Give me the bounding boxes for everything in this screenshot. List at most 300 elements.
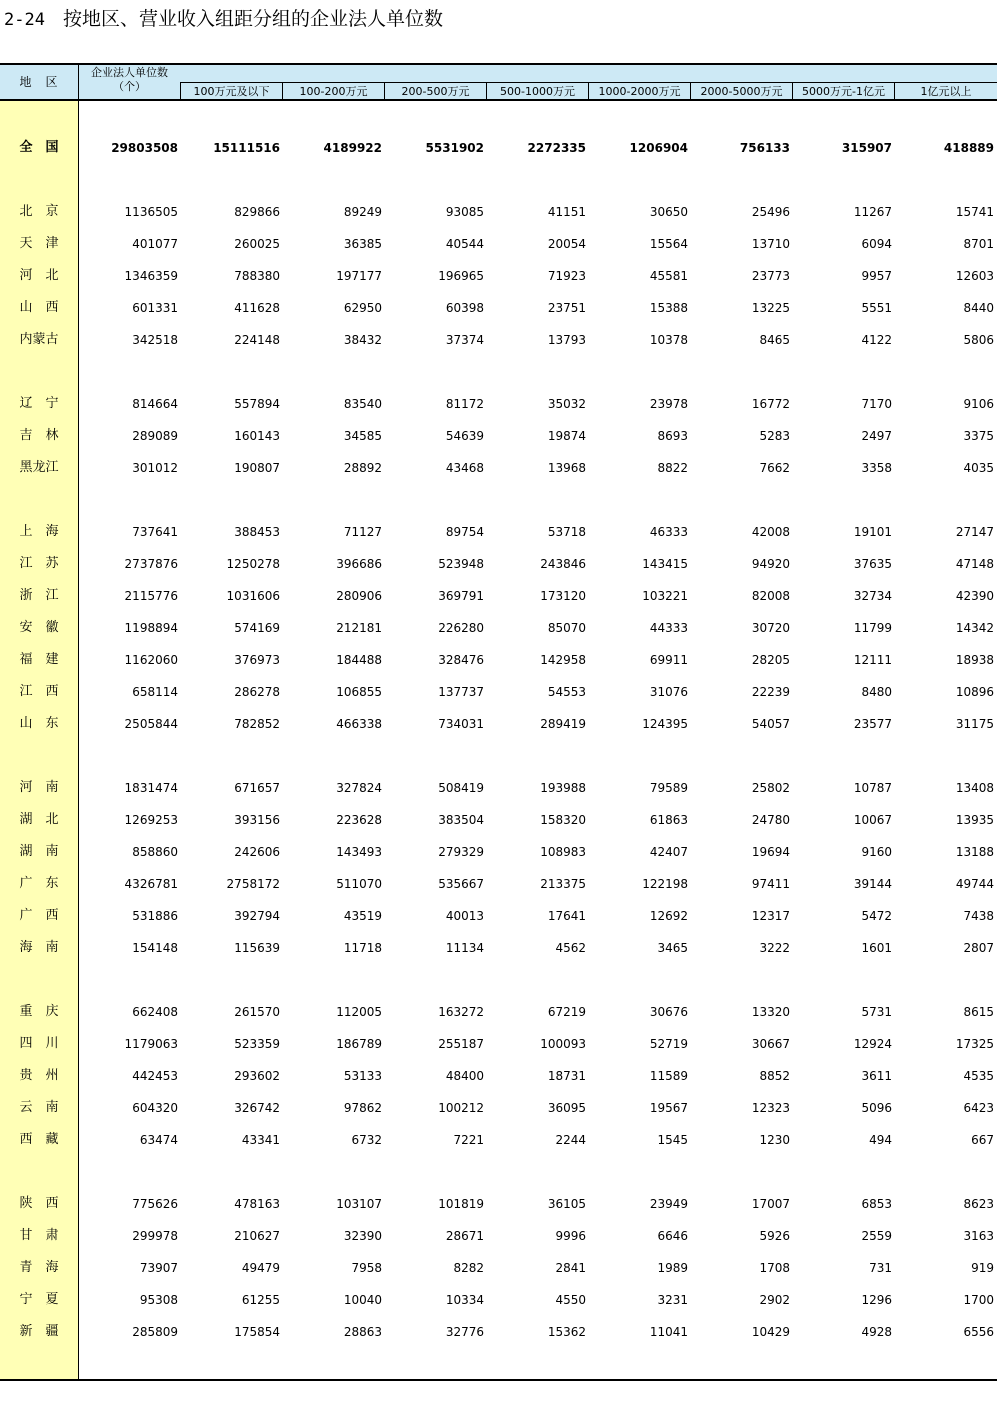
group-count-cell: 62950 <box>343 301 382 315</box>
total-count-cell: 1136505 <box>124 205 178 219</box>
header-region: 地 区 <box>19 75 59 89</box>
region-name: 辽 宁 <box>19 396 59 411</box>
group-count-cell: 1989 <box>657 1261 688 1275</box>
table-row <box>0 202 997 222</box>
group-count-cell: 18938 <box>955 653 994 667</box>
group-count-cell: 163272 <box>438 1005 484 1019</box>
group-count-cell: 8852 <box>759 1069 790 1083</box>
group-count-cell: 1296 <box>861 1293 892 1307</box>
region-name: 陕 西 <box>19 1196 59 1211</box>
total-count-cell: 401077 <box>132 237 178 251</box>
group-count-cell: 94920 <box>751 557 790 571</box>
region-name: 西 藏 <box>19 1132 59 1147</box>
total-count-cell: 658114 <box>132 685 178 699</box>
group-count-cell: 11718 <box>343 941 382 955</box>
table-title: 按地区、营业收入组距分组的企业法人单位数 <box>62 8 443 30</box>
region-name: 上 海 <box>19 524 59 539</box>
group-count-cell: 71127 <box>343 525 382 539</box>
region-name: 浙 江 <box>19 588 59 603</box>
group-count-cell: 261570 <box>234 1005 280 1019</box>
header-col-3: 200-500万元 <box>384 82 486 99</box>
region-name: 青 海 <box>19 1260 59 1275</box>
group-count-cell: 23978 <box>649 397 688 411</box>
group-count-cell: 41151 <box>547 205 586 219</box>
group-count-cell: 8615 <box>963 1005 994 1019</box>
group-count-cell: 535667 <box>438 877 484 891</box>
total-count-cell: 342518 <box>132 333 178 347</box>
group-count-cell: 122198 <box>642 877 688 891</box>
region-name: 河 北 <box>19 268 59 283</box>
group-count-cell: 31175 <box>955 717 994 731</box>
group-count-cell: 255187 <box>438 1037 484 1051</box>
group-count-cell: 19567 <box>649 1101 688 1115</box>
group-count-cell: 89754 <box>445 525 484 539</box>
group-count-cell: 12692 <box>649 909 688 923</box>
group-count-cell: 260025 <box>234 237 280 251</box>
group-count-cell: 17007 <box>751 1197 790 1211</box>
group-count-cell: 667 <box>971 1133 994 1147</box>
group-count-cell: 6732 <box>351 1133 382 1147</box>
group-count-cell: 46333 <box>649 525 688 539</box>
group-count-cell: 13968 <box>547 461 586 475</box>
group-count-cell: 23773 <box>751 269 790 283</box>
header-col-2: 100-200万元 <box>282 82 384 99</box>
region-name: 海 南 <box>19 940 59 955</box>
group-count-cell: 10787 <box>853 781 892 795</box>
group-count-cell: 43468 <box>445 461 484 475</box>
region-name: 江 西 <box>19 684 59 699</box>
group-count-cell: 19694 <box>751 845 790 859</box>
total-count-cell: 73907 <box>139 1261 178 1275</box>
group-count-cell: 52719 <box>649 1037 688 1051</box>
group-count-cell: 79589 <box>649 781 688 795</box>
group-count-cell: 10067 <box>853 813 892 827</box>
group-count-cell: 124395 <box>642 717 688 731</box>
group-count-cell: 25802 <box>751 781 790 795</box>
group-count-cell: 5731 <box>861 1005 892 1019</box>
group-count-cell: 10896 <box>955 685 994 699</box>
group-count-cell: 756133 <box>739 141 790 155</box>
region-name: 湖 北 <box>19 812 59 827</box>
group-count-cell: 15111516 <box>213 141 280 155</box>
table-row <box>0 1066 997 1086</box>
region-name: 湖 南 <box>19 844 59 859</box>
group-count-cell: 671657 <box>234 781 280 795</box>
table-row <box>0 1194 997 1214</box>
group-count-cell: 43341 <box>241 1133 280 1147</box>
total-count-cell: 604320 <box>132 1101 178 1115</box>
group-count-cell: 34585 <box>343 429 382 443</box>
group-count-cell: 89249 <box>343 205 382 219</box>
region-name: 新 疆 <box>19 1324 59 1339</box>
group-count-cell: 36095 <box>547 1101 586 1115</box>
total-count-cell: 601331 <box>132 301 178 315</box>
group-count-cell: 13408 <box>955 781 994 795</box>
page-title <box>4 6 443 32</box>
group-count-cell: 20054 <box>547 237 586 251</box>
group-count-cell: 242606 <box>234 845 280 859</box>
group-count-cell: 54553 <box>547 685 586 699</box>
table-header <box>0 63 997 101</box>
total-count-cell: 737641 <box>132 525 178 539</box>
group-count-cell: 10040 <box>343 1293 382 1307</box>
group-count-cell: 100093 <box>540 1037 586 1051</box>
group-count-cell: 3231 <box>657 1293 688 1307</box>
group-count-cell: 193988 <box>540 781 586 795</box>
group-count-cell: 67219 <box>547 1005 586 1019</box>
group-count-cell: 28892 <box>343 461 382 475</box>
group-count-cell: 1700 <box>963 1293 994 1307</box>
group-count-cell: 829866 <box>234 205 280 219</box>
group-count-cell: 289419 <box>540 717 586 731</box>
group-count-cell: 12603 <box>955 269 994 283</box>
table-row <box>0 842 997 862</box>
total-count-cell: 301012 <box>132 461 178 475</box>
group-count-cell: 13320 <box>751 1005 790 1019</box>
total-count-cell: 2737876 <box>124 557 178 571</box>
group-count-cell: 190807 <box>234 461 280 475</box>
table-row <box>0 586 997 606</box>
group-count-cell: 6094 <box>861 237 892 251</box>
group-count-cell: 19101 <box>853 525 892 539</box>
group-count-cell: 6646 <box>657 1229 688 1243</box>
group-count-cell: 49744 <box>955 877 994 891</box>
region-name: 甘 肃 <box>19 1228 59 1243</box>
table-row <box>0 1258 997 1278</box>
group-count-cell: 5283 <box>759 429 790 443</box>
table-row <box>0 458 997 478</box>
group-count-cell: 35032 <box>547 397 586 411</box>
group-count-cell: 30667 <box>751 1037 790 1051</box>
group-count-cell: 8440 <box>963 301 994 315</box>
group-count-cell: 45581 <box>649 269 688 283</box>
group-count-cell: 919 <box>971 1261 994 1275</box>
total-count-cell: 63474 <box>139 1133 178 1147</box>
region-name: 河 南 <box>19 780 59 795</box>
group-count-cell: 7221 <box>453 1133 484 1147</box>
group-count-cell: 31076 <box>649 685 688 699</box>
group-count-cell: 511070 <box>336 877 382 891</box>
group-count-cell: 1601 <box>861 941 892 955</box>
total-count-cell: 662408 <box>132 1005 178 1019</box>
group-count-cell: 2497 <box>861 429 892 443</box>
group-count-cell: 1545 <box>657 1133 688 1147</box>
header-col-7: 5000万元-1亿元 <box>792 82 894 99</box>
group-count-cell: 279329 <box>438 845 484 859</box>
total-count-cell: 442453 <box>132 1069 178 1083</box>
group-count-cell: 3375 <box>963 429 994 443</box>
table-row <box>0 1322 997 1342</box>
group-count-cell: 523948 <box>438 557 484 571</box>
group-count-cell: 39144 <box>853 877 892 891</box>
group-count-cell: 466338 <box>336 717 382 731</box>
group-count-cell: 574169 <box>234 621 280 635</box>
group-count-cell: 1206904 <box>629 141 688 155</box>
group-count-cell: 6853 <box>861 1197 892 1211</box>
region-name: 吉 林 <box>19 428 59 443</box>
group-count-cell: 22239 <box>751 685 790 699</box>
region-column-background <box>0 101 78 1380</box>
group-count-cell: 36105 <box>547 1197 586 1211</box>
group-count-cell: 7170 <box>861 397 892 411</box>
region-name: 广 西 <box>19 908 59 923</box>
group-count-cell: 4122 <box>861 333 892 347</box>
table-row <box>0 1002 997 1022</box>
group-count-cell: 173120 <box>540 589 586 603</box>
group-count-cell: 376973 <box>234 653 280 667</box>
group-count-cell: 388453 <box>234 525 280 539</box>
group-count-cell: 175854 <box>234 1325 280 1339</box>
group-count-cell: 4562 <box>555 941 586 955</box>
group-count-cell: 9160 <box>861 845 892 859</box>
region-name: 重 庆 <box>19 1004 59 1019</box>
total-count-cell: 775626 <box>132 1197 178 1211</box>
group-count-cell: 5531902 <box>425 141 484 155</box>
table-row <box>0 1034 997 1054</box>
group-count-cell: 213375 <box>540 877 586 891</box>
group-count-cell: 508419 <box>438 781 484 795</box>
group-count-cell: 8701 <box>963 237 994 251</box>
group-count-cell: 557894 <box>234 397 280 411</box>
group-count-cell: 97411 <box>751 877 790 891</box>
group-count-cell: 4535 <box>963 1069 994 1083</box>
table-bottom-rule <box>0 1379 997 1381</box>
group-count-cell: 25496 <box>751 205 790 219</box>
group-count-cell: 158320 <box>540 813 586 827</box>
group-count-cell: 101819 <box>438 1197 484 1211</box>
region-name: 宁 夏 <box>19 1292 59 1307</box>
table-row <box>0 426 997 446</box>
group-count-cell: 782852 <box>234 717 280 731</box>
group-count-cell: 36385 <box>343 237 382 251</box>
group-count-cell: 108983 <box>540 845 586 859</box>
group-count-cell: 2902 <box>759 1293 790 1307</box>
region-name: 广 东 <box>19 876 59 891</box>
group-count-cell: 523359 <box>234 1037 280 1051</box>
header-col-5: 1000-2000万元 <box>588 82 690 99</box>
region-name: 天 津 <box>19 236 59 251</box>
table-row <box>0 1226 997 1246</box>
group-count-cell: 82008 <box>751 589 790 603</box>
group-count-cell: 43519 <box>343 909 382 923</box>
total-count-cell: 95308 <box>139 1293 178 1307</box>
group-count-cell: 37374 <box>445 333 484 347</box>
group-count-cell: 196965 <box>438 269 484 283</box>
group-count-cell: 392794 <box>234 909 280 923</box>
group-count-cell: 7662 <box>759 461 790 475</box>
group-count-cell: 28863 <box>343 1325 382 1339</box>
total-count-cell: 2505844 <box>124 717 178 731</box>
group-count-cell: 53718 <box>547 525 586 539</box>
group-count-cell: 11267 <box>853 205 892 219</box>
group-count-cell: 12317 <box>751 909 790 923</box>
group-count-cell: 3465 <box>657 941 688 955</box>
table-row <box>0 682 997 702</box>
group-count-cell: 30650 <box>649 205 688 219</box>
group-count-cell: 60398 <box>445 301 484 315</box>
total-count-cell: 1162060 <box>124 653 178 667</box>
table-row <box>0 938 997 958</box>
total-count-cell: 285809 <box>132 1325 178 1339</box>
group-count-cell: 100212 <box>438 1101 484 1115</box>
group-count-cell: 23949 <box>649 1197 688 1211</box>
group-count-cell: 40013 <box>445 909 484 923</box>
group-count-cell: 1708 <box>759 1261 790 1275</box>
group-count-cell: 6423 <box>963 1101 994 1115</box>
group-count-cell: 18731 <box>547 1069 586 1083</box>
region-name: 安 徽 <box>19 620 59 635</box>
group-count-cell: 186789 <box>336 1037 382 1051</box>
group-count-cell: 4035 <box>963 461 994 475</box>
group-count-cell: 10378 <box>649 333 688 347</box>
group-count-cell: 226280 <box>438 621 484 635</box>
table-row <box>0 266 997 286</box>
group-count-cell: 5551 <box>861 301 892 315</box>
group-count-cell: 1230 <box>759 1133 790 1147</box>
total-count-cell: 814664 <box>132 397 178 411</box>
total-count-cell: 1269253 <box>124 813 178 827</box>
group-count-cell: 4928 <box>861 1325 892 1339</box>
group-count-cell: 142958 <box>540 653 586 667</box>
group-count-cell: 13793 <box>547 333 586 347</box>
table-row <box>0 234 997 254</box>
group-count-cell: 40544 <box>445 237 484 251</box>
region-name: 北 京 <box>19 204 59 219</box>
group-count-cell: 7958 <box>351 1261 382 1275</box>
group-count-cell: 15388 <box>649 301 688 315</box>
group-count-cell: 32776 <box>445 1325 484 1339</box>
table-row <box>0 810 997 830</box>
group-count-cell: 49479 <box>241 1261 280 1275</box>
table-row <box>0 330 997 350</box>
group-count-cell: 210627 <box>234 1229 280 1243</box>
group-count-cell: 2559 <box>861 1229 892 1243</box>
group-count-cell: 13710 <box>751 237 790 251</box>
group-count-cell: 93085 <box>445 205 484 219</box>
header-col-6: 2000-5000万元 <box>690 82 792 99</box>
group-count-cell: 8465 <box>759 333 790 347</box>
table-row <box>0 1290 997 1310</box>
group-count-cell: 223628 <box>336 813 382 827</box>
group-count-cell: 106855 <box>336 685 382 699</box>
group-count-cell: 369791 <box>438 589 484 603</box>
header-col-1: 100万元及以下 <box>180 82 282 99</box>
group-count-cell: 9996 <box>555 1229 586 1243</box>
group-count-cell: 32734 <box>853 589 892 603</box>
group-count-cell: 143415 <box>642 557 688 571</box>
group-count-cell: 8480 <box>861 685 892 699</box>
group-count-cell: 12924 <box>853 1037 892 1051</box>
group-count-cell: 2244 <box>555 1133 586 1147</box>
header-total <box>79 66 180 94</box>
group-count-cell: 11134 <box>445 941 484 955</box>
group-count-cell: 12111 <box>853 653 892 667</box>
group-count-cell: 280906 <box>336 589 382 603</box>
table-row <box>0 714 997 734</box>
group-count-cell: 54639 <box>445 429 484 443</box>
group-count-cell: 197177 <box>336 269 382 283</box>
group-count-cell: 11589 <box>649 1069 688 1083</box>
group-count-cell: 9957 <box>861 269 892 283</box>
group-count-cell: 10429 <box>751 1325 790 1339</box>
table-row <box>0 522 997 542</box>
table-row <box>0 618 997 638</box>
group-count-cell: 12323 <box>751 1101 790 1115</box>
group-count-cell: 5806 <box>963 333 994 347</box>
region-name: 黑龙江 <box>19 460 59 475</box>
group-count-cell: 11041 <box>649 1325 688 1339</box>
total-count-cell: 1831474 <box>124 781 178 795</box>
group-count-cell: 5472 <box>861 909 892 923</box>
total-count-cell: 299978 <box>132 1229 178 1243</box>
group-count-cell: 13188 <box>955 845 994 859</box>
group-count-cell: 17325 <box>955 1037 994 1051</box>
total-count-cell: 858860 <box>132 845 178 859</box>
group-count-cell: 1031606 <box>226 589 280 603</box>
total-count-cell: 2115776 <box>124 589 178 603</box>
group-count-cell: 494 <box>869 1133 892 1147</box>
total-count-cell: 531886 <box>132 909 178 923</box>
group-count-cell: 3222 <box>759 941 790 955</box>
region-name: 福 建 <box>19 652 59 667</box>
group-count-cell: 61255 <box>241 1293 280 1307</box>
header-total-unit: （个） <box>113 80 146 93</box>
group-count-cell: 5096 <box>861 1101 892 1115</box>
group-count-cell: 44333 <box>649 621 688 635</box>
group-count-cell: 38432 <box>343 333 382 347</box>
region-name: 内蒙古 <box>19 332 59 347</box>
table-row <box>0 394 997 414</box>
group-count-cell: 8282 <box>453 1261 484 1275</box>
group-count-cell: 15741 <box>955 205 994 219</box>
region-name: 贵 州 <box>19 1068 59 1083</box>
group-count-cell: 327824 <box>336 781 382 795</box>
table-row <box>0 1098 997 1118</box>
group-count-cell: 53133 <box>343 1069 382 1083</box>
group-count-cell: 4189922 <box>323 141 382 155</box>
group-count-cell: 8822 <box>657 461 688 475</box>
group-count-cell: 315907 <box>841 141 892 155</box>
group-count-cell: 11799 <box>853 621 892 635</box>
group-count-cell: 37635 <box>853 557 892 571</box>
group-count-cell: 328476 <box>438 653 484 667</box>
group-count-cell: 15564 <box>649 237 688 251</box>
group-count-cell: 383504 <box>438 813 484 827</box>
group-count-cell: 16772 <box>751 397 790 411</box>
group-count-cell: 103107 <box>336 1197 382 1211</box>
group-count-cell: 48400 <box>445 1069 484 1083</box>
table-number: 2-24 <box>4 10 45 30</box>
group-count-cell: 85070 <box>547 621 586 635</box>
group-count-cell: 212181 <box>336 621 382 635</box>
table-row <box>0 650 997 670</box>
group-count-cell: 3163 <box>963 1229 994 1243</box>
group-count-cell: 30676 <box>649 1005 688 1019</box>
group-count-cell: 8623 <box>963 1197 994 1211</box>
group-count-cell: 2807 <box>963 941 994 955</box>
group-count-cell: 42390 <box>955 589 994 603</box>
group-count-cell: 32390 <box>343 1229 382 1243</box>
group-count-cell: 14342 <box>955 621 994 635</box>
group-count-cell: 411628 <box>234 301 280 315</box>
total-count-cell: 1346359 <box>124 269 178 283</box>
group-count-cell: 9106 <box>963 397 994 411</box>
table-row <box>0 778 997 798</box>
total-count-cell: 4326781 <box>124 877 178 891</box>
table-row <box>0 298 997 318</box>
group-count-cell: 137737 <box>438 685 484 699</box>
region-name: 全 国 <box>19 140 59 155</box>
